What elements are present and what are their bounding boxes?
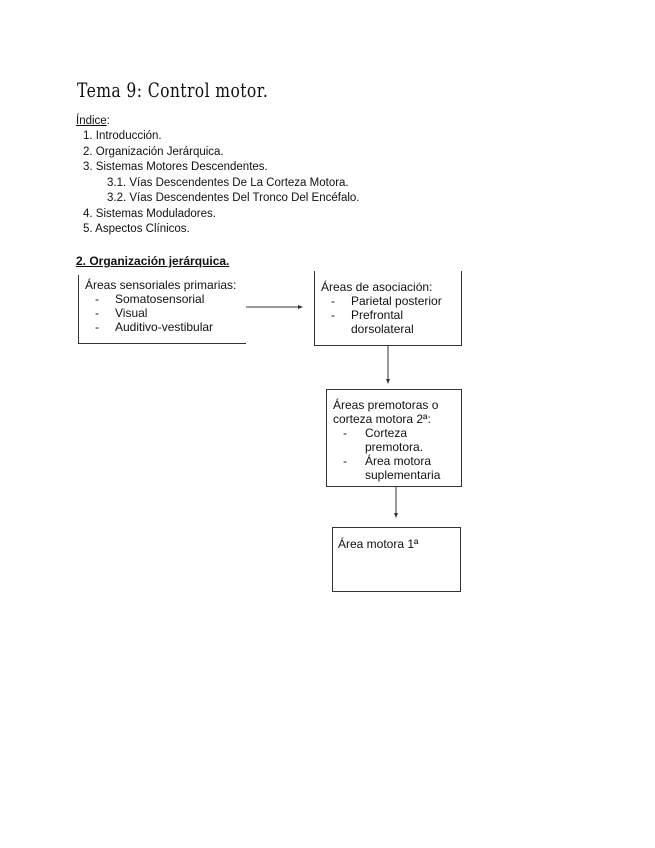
toc-item-4: 4. Sistemas Moduladores. xyxy=(83,208,216,220)
bullet-dash: - xyxy=(95,320,99,334)
box-premotor-title: Áreas premotoras o corteza motora 2ª: xyxy=(333,398,439,426)
toc-item-2: 2. Organización Jerárquica. xyxy=(83,146,224,158)
bullet-dash: - xyxy=(95,306,99,320)
premotor-list xyxy=(333,426,455,482)
bullet-dash: - xyxy=(343,454,347,468)
sensory-list xyxy=(85,292,240,334)
list-item xyxy=(85,306,240,320)
box-association-title: Áreas de asociación: xyxy=(321,280,433,294)
arrowhead-association xyxy=(298,305,303,309)
bullet-dash: - xyxy=(331,294,335,308)
arrowhead-primary xyxy=(394,513,398,518)
association-item-1: Parietal posterior xyxy=(351,294,442,308)
sensory-item-1: Somatosensorial xyxy=(115,292,205,306)
list-item xyxy=(321,294,455,308)
premotor-item-2: Área motora suplementaria xyxy=(365,454,441,482)
toc-item-1: 1. Introducción. xyxy=(83,130,162,142)
list-item xyxy=(85,292,240,306)
bullet-dash: - xyxy=(331,308,335,322)
box-primary-motor-area xyxy=(332,527,461,592)
bullet-dash: - xyxy=(343,426,347,440)
box-sensory-areas xyxy=(78,275,246,344)
toc-item-3: 3. Sistemas Motores Descendentes. xyxy=(83,161,268,173)
bullet-dash: - xyxy=(95,292,99,306)
premotor-item-1: Corteza premotora. xyxy=(365,426,424,454)
box-primary-title: Área motora 1ª xyxy=(338,537,419,551)
list-item xyxy=(333,426,435,454)
box-premotor-areas xyxy=(326,389,462,487)
list-item xyxy=(85,320,240,334)
box-sensory-title: Áreas sensoriales primarias: xyxy=(85,278,237,292)
index-label-colon: : xyxy=(106,115,110,127)
list-item xyxy=(333,454,457,482)
toc-item-3-1: 3.1. Vías Descendentes De La Corteza Motora. xyxy=(107,177,349,189)
page-title: Tema 9: Control motor. xyxy=(77,78,269,102)
arrowhead-premotor xyxy=(386,379,390,384)
sensory-item-2: Visual xyxy=(115,306,148,320)
sensory-item-3: Auditivo-vestibular xyxy=(115,320,214,334)
toc-item-5: 5. Aspectos Clínicos. xyxy=(83,223,190,235)
association-item-2: Prefrontal dorsolateral xyxy=(351,308,414,336)
association-list xyxy=(321,294,455,336)
index-label-text: Índice xyxy=(76,115,107,127)
box-association-areas xyxy=(314,271,462,346)
toc-item-3-2: 3.2. Vías Descendentes Del Tronco Del Encéfalo. xyxy=(107,192,360,204)
section-heading: 2. Organización jerárquica. xyxy=(76,254,230,268)
list-item xyxy=(321,308,436,336)
